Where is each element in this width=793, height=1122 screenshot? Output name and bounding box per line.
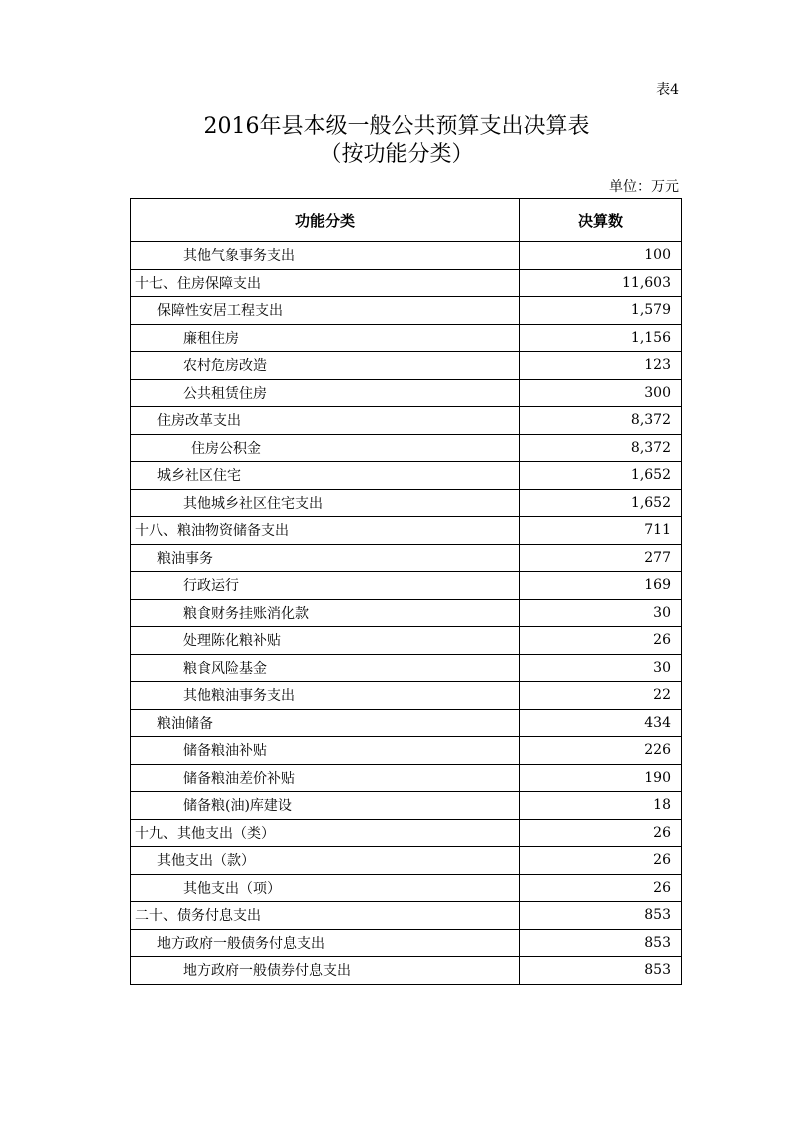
table-row bbox=[131, 627, 682, 655]
table-row bbox=[131, 297, 682, 325]
row-amount: 100 bbox=[520, 242, 682, 270]
row-amount: 1,156 bbox=[520, 324, 682, 352]
row-category: 储备粮油差价补贴 bbox=[131, 764, 520, 792]
row-category: 十九、其他支出（类） bbox=[131, 819, 520, 847]
row-amount: 8,372 bbox=[520, 434, 682, 462]
row-amount: 190 bbox=[520, 764, 682, 792]
table-row bbox=[131, 847, 682, 875]
table-row bbox=[131, 654, 682, 682]
row-category: 其他城乡社区住宅支出 bbox=[131, 489, 520, 517]
row-category: 其他粮油事务支出 bbox=[131, 682, 520, 710]
row-category: 公共租赁住房 bbox=[131, 379, 520, 407]
table-row bbox=[131, 324, 682, 352]
row-amount: 123 bbox=[520, 352, 682, 380]
table-row bbox=[131, 379, 682, 407]
row-category: 储备粮油补贴 bbox=[131, 737, 520, 765]
row-category: 粮油事务 bbox=[131, 544, 520, 572]
row-amount: 26 bbox=[520, 819, 682, 847]
table-row bbox=[131, 902, 682, 930]
row-category: 处理陈化粮补贴 bbox=[131, 627, 520, 655]
table-body bbox=[131, 242, 682, 985]
row-category: 地方政府一般债务付息支出 bbox=[131, 929, 520, 957]
table-row bbox=[131, 599, 682, 627]
row-category: 储备粮(油)库建设 bbox=[131, 792, 520, 820]
row-category: 地方政府一般债券付息支出 bbox=[131, 957, 520, 985]
row-amount: 22 bbox=[520, 682, 682, 710]
column-header-category: 功能分类 bbox=[131, 199, 520, 242]
budget-table bbox=[130, 198, 682, 985]
row-amount: 1,652 bbox=[520, 462, 682, 490]
table-row bbox=[131, 462, 682, 490]
row-amount: 30 bbox=[520, 654, 682, 682]
table-row bbox=[131, 957, 682, 985]
table-row bbox=[131, 764, 682, 792]
table-row bbox=[131, 269, 682, 297]
row-amount: 26 bbox=[520, 847, 682, 875]
row-amount: 1,652 bbox=[520, 489, 682, 517]
row-amount: 169 bbox=[520, 572, 682, 600]
row-amount: 853 bbox=[520, 929, 682, 957]
row-category: 粮油储备 bbox=[131, 709, 520, 737]
table-row bbox=[131, 682, 682, 710]
table-row bbox=[131, 819, 682, 847]
table-row bbox=[131, 929, 682, 957]
row-category: 粮食风险基金 bbox=[131, 654, 520, 682]
row-amount: 26 bbox=[520, 627, 682, 655]
row-category: 保障性安居工程支出 bbox=[131, 297, 520, 325]
row-amount: 434 bbox=[520, 709, 682, 737]
table-row bbox=[131, 792, 682, 820]
row-amount: 853 bbox=[520, 902, 682, 930]
row-category: 城乡社区住宅 bbox=[131, 462, 520, 490]
row-amount: 18 bbox=[520, 792, 682, 820]
row-amount: 30 bbox=[520, 599, 682, 627]
table-row bbox=[131, 489, 682, 517]
table-row bbox=[131, 352, 682, 380]
row-amount: 8,372 bbox=[520, 407, 682, 435]
row-category: 二十、债务付息支出 bbox=[131, 902, 520, 930]
table-header-row bbox=[131, 199, 682, 242]
row-category: 住房公积金 bbox=[131, 434, 520, 462]
row-amount: 11,603 bbox=[520, 269, 682, 297]
row-category: 住房改革支出 bbox=[131, 407, 520, 435]
table-row bbox=[131, 434, 682, 462]
unit-label: 单位：万元 bbox=[609, 179, 679, 195]
row-amount: 226 bbox=[520, 737, 682, 765]
row-category: 其他支出（款） bbox=[131, 847, 520, 875]
table-row bbox=[131, 709, 682, 737]
table-row bbox=[131, 874, 682, 902]
row-category: 农村危房改造 bbox=[131, 352, 520, 380]
column-header-amount: 决算数 bbox=[520, 199, 682, 242]
row-amount: 711 bbox=[520, 517, 682, 545]
page-subtitle: （按功能分类） bbox=[319, 142, 474, 167]
table-row bbox=[131, 517, 682, 545]
row-amount: 277 bbox=[520, 544, 682, 572]
row-category: 粮食财务挂账消化款 bbox=[131, 599, 520, 627]
row-amount: 300 bbox=[520, 379, 682, 407]
row-category: 十八、粮油物资储备支出 bbox=[131, 517, 520, 545]
row-amount: 853 bbox=[520, 957, 682, 985]
table-row bbox=[131, 242, 682, 270]
row-category: 廉租住房 bbox=[131, 324, 520, 352]
row-amount: 1,579 bbox=[520, 297, 682, 325]
table-row bbox=[131, 737, 682, 765]
row-category: 十七、住房保障支出 bbox=[131, 269, 520, 297]
page-title: 2016年县本级一般公共预算支出决算表 bbox=[203, 114, 590, 139]
table-row bbox=[131, 544, 682, 572]
row-amount: 26 bbox=[520, 874, 682, 902]
row-category: 行政运行 bbox=[131, 572, 520, 600]
row-category: 其他气象事务支出 bbox=[131, 242, 520, 270]
row-category: 其他支出（项） bbox=[131, 874, 520, 902]
table-row bbox=[131, 572, 682, 600]
table-number: 表4 bbox=[656, 82, 679, 98]
table-row bbox=[131, 407, 682, 435]
